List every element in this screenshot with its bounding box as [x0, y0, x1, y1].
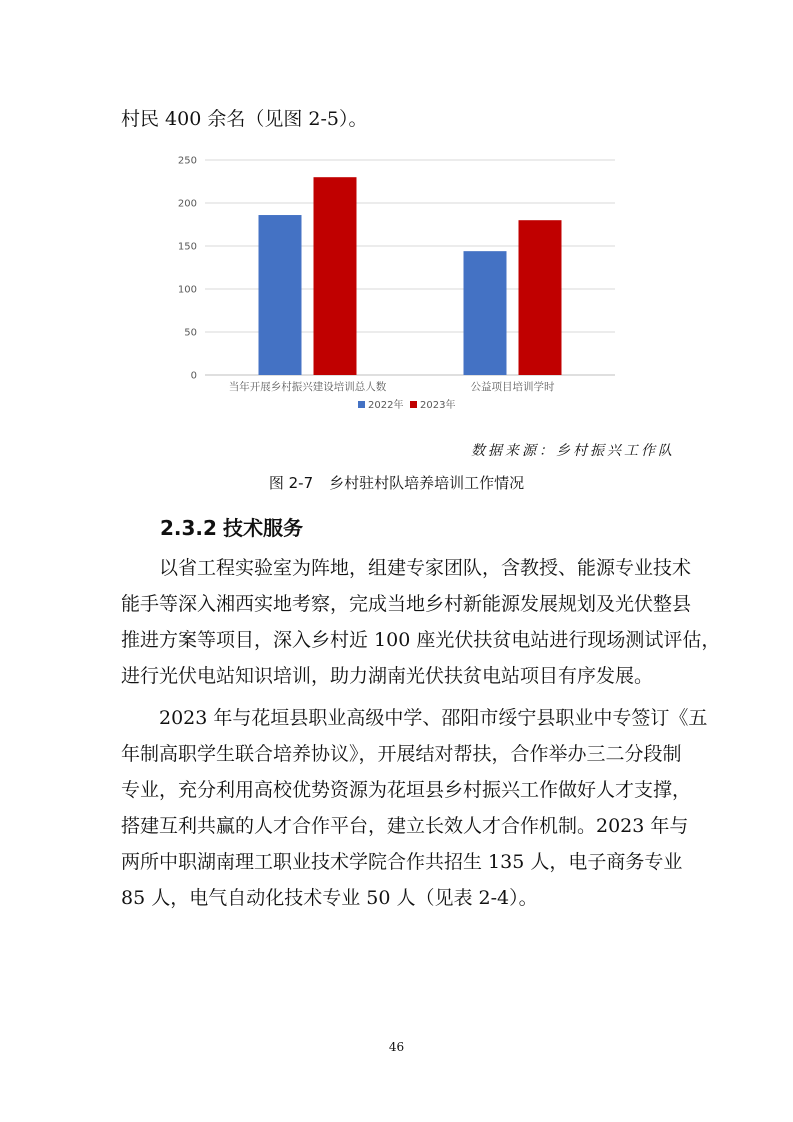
figure-number: 图 2-7	[268, 474, 314, 492]
legend-swatch	[410, 401, 417, 408]
figure-caption	[0, 472, 793, 493]
bar-chart	[165, 148, 635, 420]
x-category-label: 当年开展乡村振兴建设培训总人数	[228, 381, 387, 393]
bar-chart-svg	[165, 148, 635, 420]
legend-swatch	[358, 401, 365, 408]
y-tick-label: 150	[177, 241, 197, 253]
paragraph-line: 搭建互利共赢的人才合作平台，建立长效人才合作机制。2023 年与	[121, 815, 689, 837]
paragraph-line: 专业，充分利用高校优势资源为花垣县乡村振兴工作做好人才支撑，	[121, 779, 692, 801]
section-number: 2.3.2	[160, 516, 217, 540]
data-source-note: 数据来源：乡村振兴工作队	[471, 443, 675, 459]
intro-line: 村民 400 余名（见图 2-5）。	[121, 108, 368, 130]
y-tick-label: 250	[177, 155, 197, 167]
page-number: 46	[388, 1040, 405, 1054]
paragraph-line: 年制高职学生联合培养协议》，开展结对帮扶，合作举办三二分段制	[121, 743, 682, 765]
section-heading	[160, 512, 303, 541]
paragraph-line: 2023 年与花垣县职业高级中学、邵阳市绥宁县职业中专签订《五	[121, 707, 708, 729]
y-tick-label: 100	[177, 284, 197, 296]
paragraph-line: 以省工程实验室为阵地，组建专家团队，含教授、能源专业技术	[121, 557, 692, 579]
legend-label: 2022年	[368, 400, 404, 411]
bar-1-2	[464, 251, 507, 375]
paragraph-line: 85 人，电气自动化技术专业 50 人（见表 2-4）。	[121, 887, 538, 909]
bar-2-2	[519, 220, 562, 375]
paragraph-line: 两所中职湖南理工职业技术学院合作共招生 135 人，电子商务专业	[121, 851, 683, 873]
bar-1-1	[259, 215, 302, 375]
y-tick-label: 0	[190, 370, 197, 382]
legend-label: 2023年	[420, 400, 456, 411]
bar-2-1	[314, 177, 357, 375]
section-title: 技术服务	[222, 516, 303, 540]
figure-title: 乡村驻村队培养培训工作情况	[329, 474, 525, 492]
x-category-label: 公益项目培训学时	[470, 381, 555, 393]
paragraph-line: 推进方案等项目，深入乡村近 100 座光伏扶贫电站进行现场测试评估，	[121, 629, 721, 651]
y-tick-label: 200	[177, 198, 197, 210]
paragraph-line: 进行光伏电站知识培训，助力湖南光伏扶贫电站项目有序发展。	[121, 665, 654, 687]
y-tick-label: 50	[184, 327, 197, 339]
paragraph-line: 能手等深入湘西实地考察，完成当地乡村新能源发展规划及光伏整县	[121, 593, 692, 615]
